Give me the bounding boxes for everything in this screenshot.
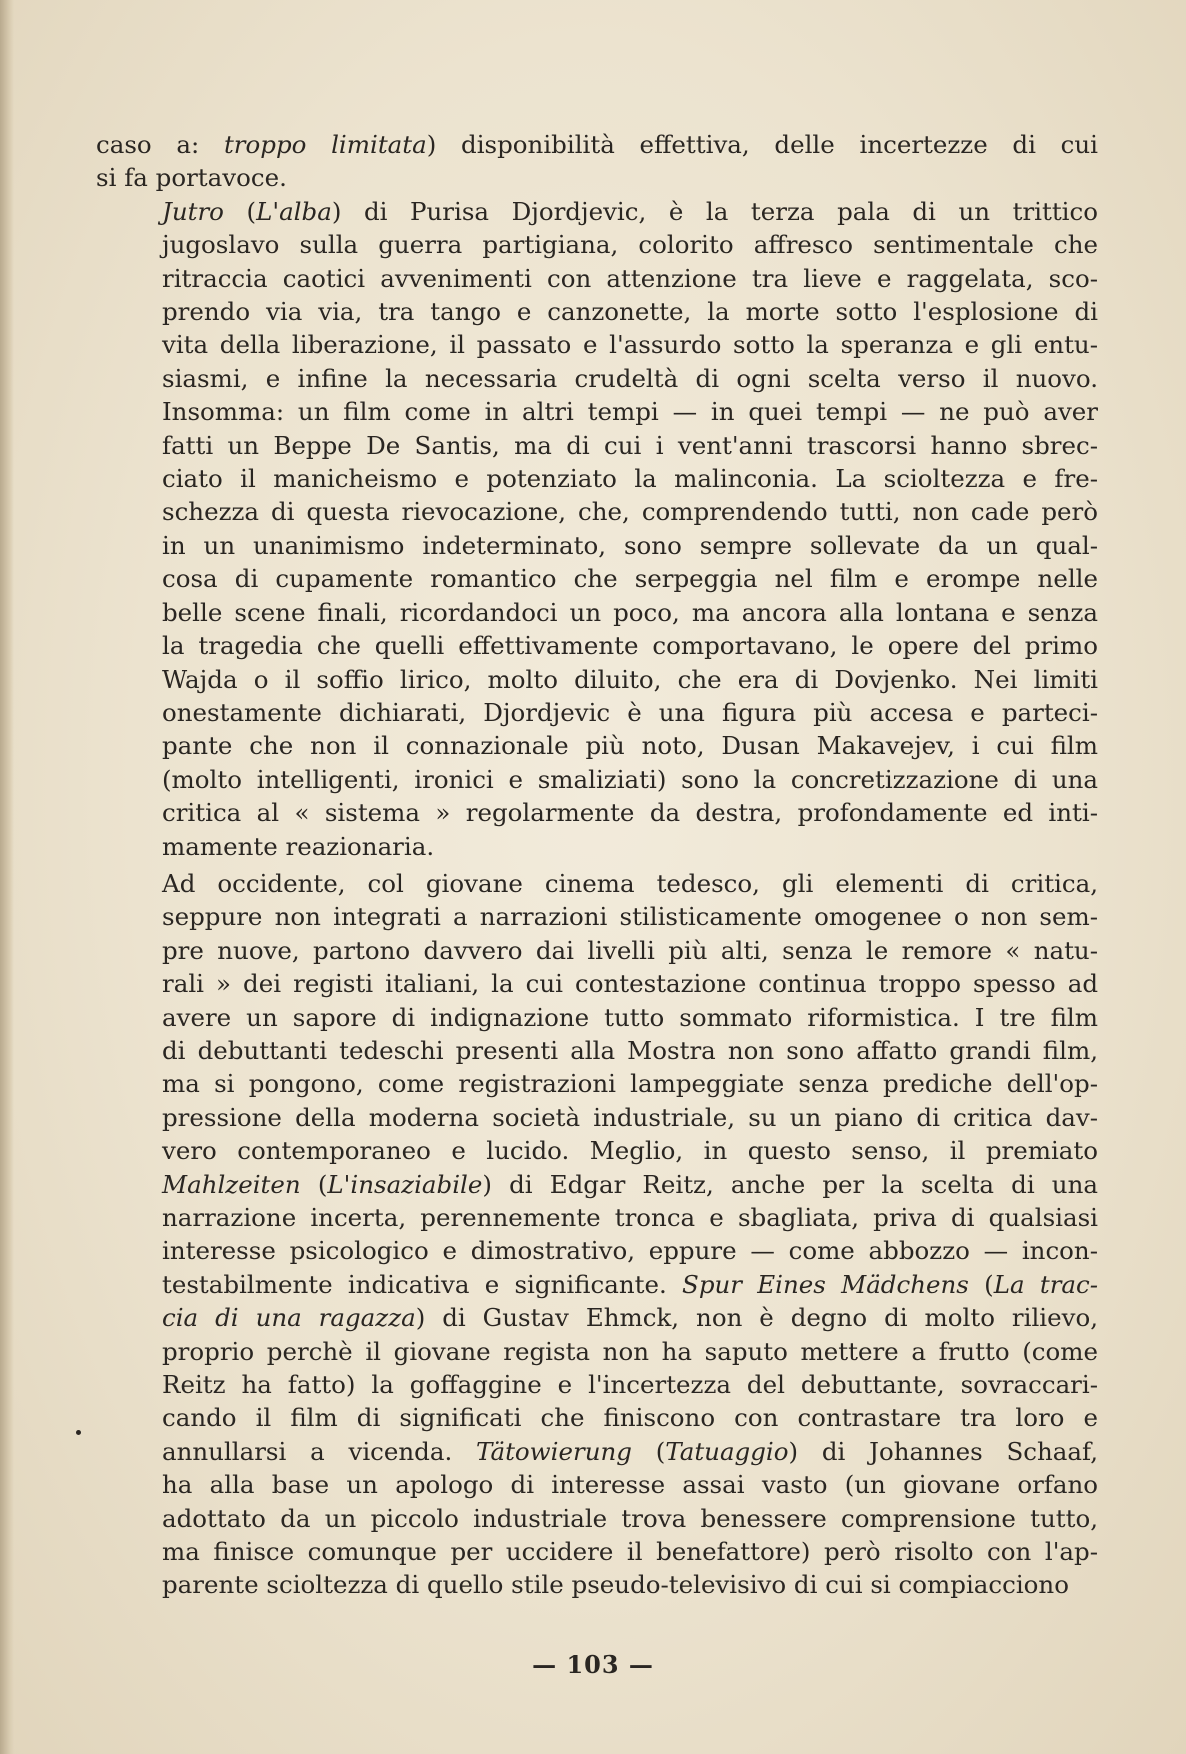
page-number: — 103 — [532, 1650, 654, 1679]
italic-title: L'insaziabile [327, 1169, 483, 1199]
text-run: fatti un Beppe De Santis, ma di cui i vent'anni trascorsi hanno sbrec- [162, 430, 1098, 460]
text-run: (molto intelligenti, ironici e smaliziati) sono la concretizzazione di una [162, 764, 1098, 794]
text-run: cosa di cupamente romantico che serpeggia nel film e erompe nelle [162, 564, 1098, 594]
text-line [96, 1234, 1098, 1267]
paragraph-continuation [96, 128, 1098, 195]
text-run: belle scene finali, ricordandoci un poco, ma ancora alla lontana e senza [162, 597, 1098, 627]
text-line [96, 696, 1098, 729]
text-line [96, 1502, 1098, 1535]
text-run: ma si pongono, come registrazioni lampeggiate senza prediche dell'op- [162, 1069, 1098, 1099]
text-run: prendo via via, tra tango e canzonette, la morte sotto l'esplosione di [162, 297, 1098, 327]
page-binding-shadow [0, 0, 14, 1754]
paragraph-jutro [96, 195, 1098, 863]
text-run: adottato da un piccolo industriale trova benessere comprensione tutto, [162, 1503, 1098, 1533]
text-run: ( [631, 1436, 666, 1466]
text-run: caso a: [96, 130, 224, 159]
text-line [96, 1201, 1098, 1234]
text-run: narrazione incerta, perennemente tronca e sbagliata, priva di qualsiasi [162, 1203, 1098, 1232]
text-run: ( [223, 196, 257, 226]
italic-title: Jutro [162, 196, 224, 226]
text-line [96, 1001, 1098, 1034]
text-line [96, 934, 1098, 967]
text-run: Wajda o il soffio lirico, molto diluito, che era di Dovjenko. Nei limiti [162, 664, 1098, 694]
text-line [96, 1535, 1098, 1568]
text-run: ( [300, 1169, 328, 1199]
text-run: in un unanimismo indeterminato, sono sempre sollevate da un qual- [162, 530, 1098, 560]
text-run: vero contemporaneo e lucido. Meglio, in questo senso, il premiato [162, 1136, 1098, 1166]
text-line [96, 629, 1098, 662]
text-line [96, 830, 1098, 863]
text-line [96, 195, 1098, 228]
text-run: di debuttanti tedeschi presenti alla Mostra non sono affatto grandi film, [162, 1035, 1098, 1065]
italic-title: L'alba [256, 196, 332, 226]
text-line [96, 1067, 1098, 1100]
margin-dot [76, 1430, 81, 1435]
italic-title: Tätowierung [476, 1436, 632, 1466]
text-run: ) di Purisa Djordjevic, è la terza pala di un trittico [331, 196, 1098, 226]
text-run: cando il film di significati che finiscono con contrastare tra loro e [162, 1403, 1098, 1433]
text-run: pante che non il connazionale più noto, Dusan Makavejev, i cui film [162, 731, 1098, 761]
text-line [96, 295, 1098, 328]
text-run: Reitz ha fatto) la goffaggine e l'incertezza del debuttante, sovraccari- [162, 1370, 1098, 1400]
text-line [96, 228, 1098, 261]
text-run: annullarsi a vicenda. [162, 1436, 477, 1466]
text-line [96, 763, 1098, 796]
paragraph-german-cinema [96, 867, 1098, 1602]
text-run: pre nuove, partono davvero dai livelli più alti, senza le remore « natu- [162, 935, 1098, 965]
text-line [96, 1301, 1098, 1334]
text-line [96, 429, 1098, 462]
text-line [96, 1268, 1098, 1301]
text-run: ha alla base un apologo di interesse assai vasto (un giovane orfano [162, 1470, 1098, 1500]
text-run: proprio perchè il giovane regista non ha saputo mettere a frutto (come [162, 1336, 1098, 1366]
text-run: mamente reazionaria. [162, 831, 435, 861]
text-line [96, 462, 1098, 495]
italic-title: Mahlzeiten [162, 1169, 301, 1199]
text-run: ) di Johannes Schaaf, [788, 1436, 1098, 1466]
text-line [96, 1134, 1098, 1167]
italic-title: La trac- [993, 1269, 1099, 1299]
text-run: schezza di questa rievocazione, che, comprendendo tutti, non cade però [162, 497, 1098, 527]
text-line [96, 596, 1098, 629]
text-run: si fa portavoce. [96, 163, 287, 193]
text-run: Ad occidente, col giovane cinema tedesco, gli elementi di critica, [162, 868, 1098, 898]
text-line [96, 1335, 1098, 1368]
text-run: parente scioltezza di quello stile pseudo-televisivo di cui si compiacciono [162, 1570, 1069, 1600]
text-line [96, 495, 1098, 528]
text-run: pressione della moderna società industriale, su un piano di critica dav- [162, 1102, 1098, 1132]
text-line [96, 1401, 1098, 1434]
text-run: ) di Edgar Reitz, anche per la scelta di una [482, 1169, 1098, 1199]
text-run: onestamente dichiarati, Djordjevic è una figura più accesa e parteci- [162, 697, 1098, 727]
text-run: ritraccia caotici avvenimenti con attenzione tra lieve e raggelata, sco- [162, 263, 1098, 293]
text-run: ) di Gustav Ehmck, non è degno di molto rilievo, [415, 1303, 1098, 1333]
text-line [96, 1101, 1098, 1134]
italic-title: troppo limitata [223, 130, 427, 159]
text-line [96, 1568, 1098, 1601]
text-line [96, 967, 1098, 1000]
italic-title: Spur Eines Mädchens [682, 1269, 969, 1299]
text-run: interesse psicologico e dimostrativo, eppure — come abbozzo — incon- [162, 1236, 1098, 1266]
text-run: rali » dei registi italiani, la cui contestazione continua troppo spesso ad [162, 969, 1098, 999]
text-run: jugoslavo sulla guerra partigiana, colorito affresco sentimentale che [162, 230, 1098, 260]
text-run: Insomma: un film come in altri tempi — in quei tempi — ne può aver [162, 397, 1098, 427]
text-line [96, 663, 1098, 696]
text-run: avere un sapore di indignazione tutto sommato riformistica. I tre film [162, 1002, 1098, 1032]
text-run: vita della liberazione, il passato e l'assurdo sotto la speranza e gli entu- [162, 330, 1098, 360]
text-line [96, 161, 1098, 194]
text-line [96, 1435, 1098, 1468]
text-line [96, 1168, 1098, 1201]
text-line [96, 796, 1098, 829]
text-line [96, 128, 1098, 161]
italic-title: Tatuaggio [665, 1436, 789, 1466]
text-run: critica al « sistema » regolarmente da destra, profondamente ed inti- [162, 798, 1098, 828]
text-run: ciato il manicheismo e potenziato la malinconia. La scioltezza e fre- [162, 464, 1098, 494]
text-line [96, 328, 1098, 361]
text-run: testabilmente indicativa e significante. [162, 1269, 683, 1299]
text-line [96, 1034, 1098, 1067]
text-line [96, 529, 1098, 562]
text-run: ( [968, 1269, 994, 1299]
text-line [96, 362, 1098, 395]
text-run: ) disponibilità effettiva, delle incertezze di cui [426, 130, 1098, 159]
text-run: siasmi, e infine la necessaria crudeltà di ogni scelta verso il nuovo. [162, 363, 1098, 393]
text-line [96, 900, 1098, 933]
text-line [96, 562, 1098, 595]
body-text [96, 128, 1098, 1602]
text-line [96, 1468, 1098, 1501]
italic-title: cia di una ragazza [162, 1303, 416, 1333]
text-run: ma finisce comunque per uccidere il benefattore) però risolto con l'ap- [162, 1537, 1098, 1567]
text-line [96, 1368, 1098, 1401]
text-line [96, 395, 1098, 428]
text-run: seppure non integrati a narrazioni stilisticamente omogenee o non sem- [162, 902, 1098, 932]
text-line [96, 867, 1098, 900]
text-line [96, 729, 1098, 762]
text-line [96, 262, 1098, 295]
text-run: la tragedia che quelli effettivamente comportavano, le opere del primo [162, 631, 1098, 661]
